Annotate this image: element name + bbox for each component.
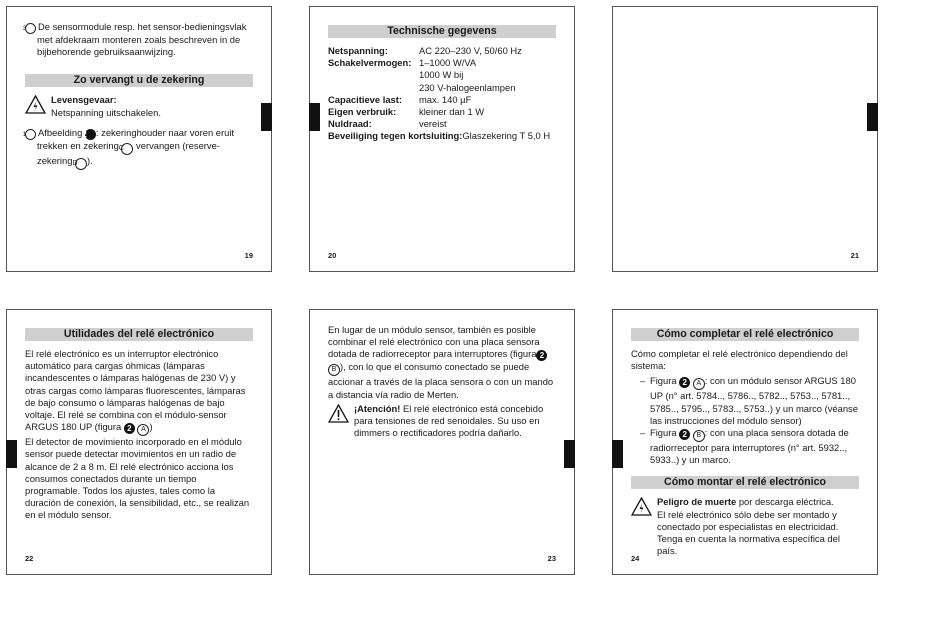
spec-label <box>328 82 419 94</box>
step-number: 3 <box>25 23 36 34</box>
paragraph <box>328 324 556 401</box>
spec-value: kleiner dan 1 W <box>419 106 485 118</box>
paragraph-text: En lugar de un módulo sensor, también es posible combinar el relé electrónico con una placa sensora dotada de radiorreceptor para interruptores (figura <box>328 324 540 360</box>
edge-tab <box>612 440 623 468</box>
spec-value: AC 220–230 V, 50/60 Hz <box>419 45 522 56</box>
manual-page-24 <box>612 309 878 575</box>
paragraph-text: El relé electrónico es un interruptor electrónico automático para cargas óhmicas (lámparas incandescentes o lámparas halógenas de 230 V) y otras cargas como lámparas fluorescentes, lámparas de bajo consumo o lámparas halógenas de bajo voltaje. El relé se combina con el módulo-sensor ARGUS 180 UP (figura <box>25 348 246 433</box>
spec-label: Nuldraad: <box>328 118 372 130</box>
part-ref: C <box>121 143 133 155</box>
spec-label: Eigen verbruik: <box>328 106 397 118</box>
list-item <box>631 427 859 466</box>
warning-icon <box>631 497 652 516</box>
list-text: Figura <box>650 427 677 439</box>
step-1 <box>22 126 253 170</box>
spec-value: 1–1000 W/VA <box>419 57 477 69</box>
spec-value: 1000 W bij <box>419 69 464 81</box>
edge-tab <box>564 440 575 468</box>
figure-ref: 2 <box>679 377 690 388</box>
dash: – <box>640 375 646 387</box>
spec-row <box>328 45 522 57</box>
page-number: 21 <box>850 250 859 260</box>
spec-label <box>328 69 419 81</box>
paragraph-text: ) <box>149 421 153 433</box>
section-heading: Cómo completar el relé electrónico <box>631 328 859 341</box>
figure-ref: 2 <box>85 129 96 140</box>
list-text: Figura <box>650 375 677 387</box>
edge-tab <box>867 103 878 131</box>
page-number: 23 <box>547 553 556 563</box>
spec-row <box>328 82 522 94</box>
step-text: De sensormodule resp. het sensor-bedieningsvlak met afdekraam monteren zoals beschreven in de bijbehorende gebruiksaanwijzing. <box>37 21 247 58</box>
step-text: ). <box>87 154 93 166</box>
spec-label: Beveiliging tegen kortsluiting: <box>328 130 463 142</box>
dash: – <box>640 427 646 439</box>
spec-row <box>328 57 522 69</box>
spec-value: 230 V-halogeenlampen <box>419 81 516 93</box>
figure-ref: 2 <box>124 423 135 434</box>
intro-text: Cómo completar el relé electrónico dependiendo del sistema: <box>631 348 848 372</box>
warning-text: El relé electrónico está concebido para tensiones de red senoidales. Su uso en dimmers o rectificadores podría dañarlo. <box>354 402 544 439</box>
section-heading: Cómo montar el relé electrónico <box>631 476 859 489</box>
warning-text: Netspanning uitschakelen. <box>51 106 161 118</box>
warning-title: ¡Atención! <box>354 402 401 414</box>
edge-tab <box>6 440 17 468</box>
page-number: 19 <box>244 250 253 260</box>
spec-value: max. 140 µF <box>419 93 472 105</box>
step-text: vervangen (reserve-zekering <box>37 139 220 166</box>
step-number: 1 <box>25 129 36 140</box>
spec-row <box>328 118 522 130</box>
page-number: 20 <box>328 250 337 260</box>
part-ref: B <box>693 430 705 442</box>
warning-icon <box>25 95 46 114</box>
page-number: 24 <box>631 553 640 563</box>
warning-title: Levensgevaar: <box>51 94 117 106</box>
page-number: 22 <box>25 553 34 563</box>
edge-tab <box>261 103 272 131</box>
manual-page-21 <box>612 6 878 272</box>
figure-ref: 2 <box>536 350 547 361</box>
list-item <box>631 375 859 427</box>
step-text: : zekeringhouder naar voren eruit trekken en zekering <box>37 126 235 151</box>
edge-tab <box>309 103 320 131</box>
part-ref: D <box>75 158 87 170</box>
figure-ref: 2 <box>679 429 690 440</box>
step-text: Afbeelding <box>38 126 83 138</box>
spec-value: vereist <box>419 118 447 130</box>
list-text: : con una placa sensora dotada de radiorreceptor para interruptores (n° art. 5932.., 5933..) y un marco. <box>650 427 849 466</box>
paragraph: El detector de movimiento incorporado en el módulo sensor puede detectar movimientos en un radio de alcance de 2 a 8 m. El relé electrónico acciona los consumos conectados durante un tiempo programable. Todos los ajustes, tales como la duración de conexión, la sensibilidad, etc., se realizan en el módulo sensor. <box>25 436 250 521</box>
paragraph-text: ), con lo que el consumo conectado se puede accionar a través de la placa sensora o con un mando a distancia vía radio de Merten. <box>328 361 554 400</box>
manual-page-20 <box>309 6 575 272</box>
spec-label: Netspanning: <box>328 45 388 56</box>
warning-block <box>25 94 253 118</box>
step-3 <box>22 21 253 58</box>
manual-page-19 <box>6 6 272 272</box>
warning-title: Peligro de muerte <box>657 496 737 508</box>
warning-block <box>328 403 556 440</box>
spec-table <box>328 45 522 130</box>
warning-block <box>631 496 859 557</box>
warning-icon <box>328 404 349 423</box>
warning-text: por descarga eléctrica. <box>738 496 834 508</box>
spec-row <box>328 106 522 118</box>
paragraph <box>25 348 253 436</box>
list-text: : con un módulo sensor ARGUS 180 UP (n° art. 5784.., 5786.., 5782.., 5753.., 5781.., 5785.., 5795.., 5783.., 5753..) y un marco (véanse las instrucciones del módulo sensor) <box>650 375 858 426</box>
spec-row-short-circuit <box>328 130 556 142</box>
part-ref: B <box>328 364 340 376</box>
warning-text: El relé electrónico sólo debe ser montado y conectado por especialistas en electricidad. Tenga en cuenta la normativa específica del país. <box>657 508 840 557</box>
part-ref: A <box>693 378 705 390</box>
spec-row <box>328 69 522 81</box>
section-heading: Zo vervangt u de zekering <box>25 74 253 87</box>
part-ref: A <box>137 424 149 436</box>
manual-page-22 <box>6 309 272 575</box>
manual-page-23 <box>309 309 575 575</box>
spec-label: Capacitieve last: <box>328 93 402 105</box>
section-heading: Utilidades del relé electrónico <box>25 328 253 341</box>
spec-label: Schakelvermogen: <box>328 57 412 69</box>
section-heading: Technische gegevens <box>328 25 556 38</box>
spec-row <box>328 94 522 106</box>
spec-value: Glaszekering T 5,0 H <box>462 130 551 142</box>
